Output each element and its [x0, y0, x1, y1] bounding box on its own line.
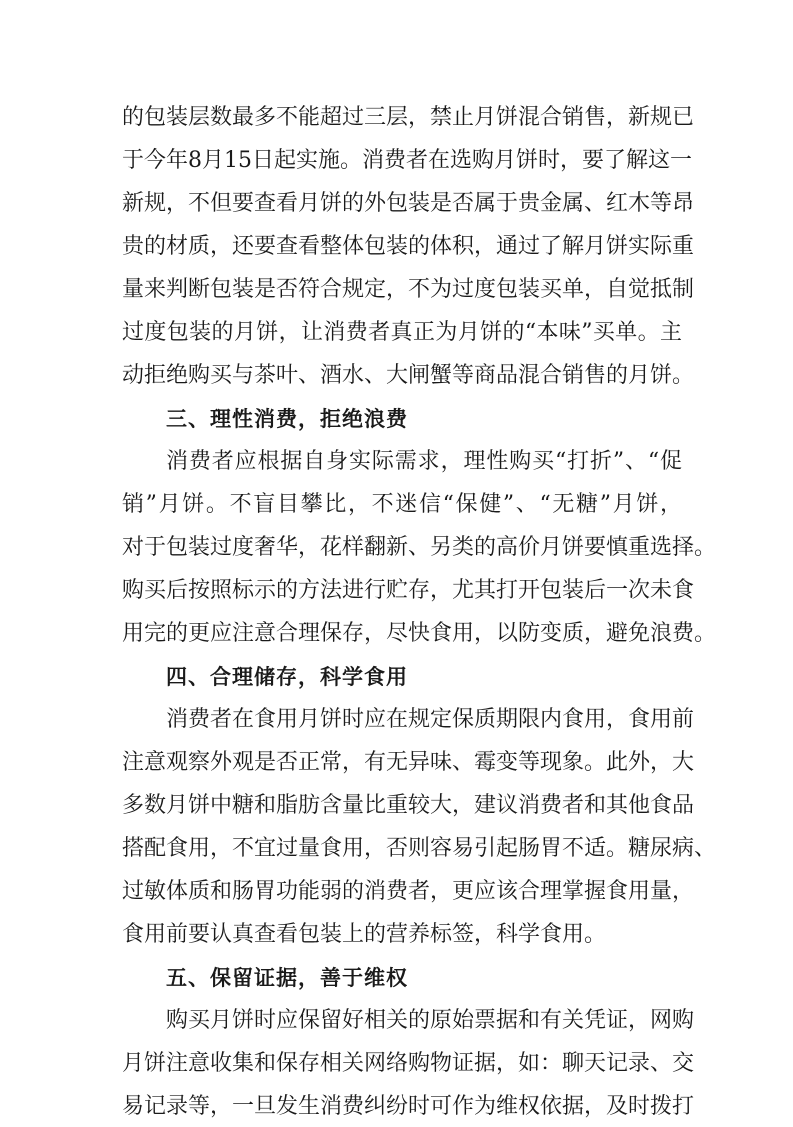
body-text-line: 购买月饼时应保留好相关的原始票据和有关凭证，网购 [166, 1008, 695, 1033]
body-text-line: 注意观察外观是否正常，有无异味、霉变等现象。此外，大 [122, 750, 695, 775]
body-text-line: 消费者应根据自身实际需求，理性购买“打折”、“促 [166, 449, 682, 474]
body-text-line: 过度包装的月饼，让消费者真正为月饼的“本味”买单。主 [122, 320, 682, 345]
section-heading: 三、理性消费，拒绝浪费 [166, 407, 408, 431]
body-text-line: 的包装层数最多不能超过三层，禁止月饼混合销售，新规已 [122, 105, 695, 130]
body-text-line: 食用前要认真查看包装上的营养标签，科学食用。 [122, 922, 607, 947]
body-text-line: 搭配食用，不宜过量食用，否则容易引起肠胃不适。糖尿病、 [122, 836, 717, 861]
body-text-line: 多数月饼中糖和脂肪含量比重较大，建议消费者和其他食品 [122, 793, 695, 818]
body-text-line: 新规，不但要查看月饼的外包装是否属于贵金属、红木等昂 [122, 191, 695, 216]
body-text-line: 动拒绝购买与茶叶、酒水、大闸蟹等商品混合销售的月饼。 [122, 363, 695, 388]
body-text-line: 量来判断包装是否符合规定，不为过度包装买单，自觉抵制 [122, 277, 695, 302]
body-text-line: 对于包装过度奢华，花样翻新、另类的高价月饼要慎重选择。 [122, 535, 717, 560]
body-text-line: 消费者在食用月饼时应在规定保质期限内食用，食用前 [166, 707, 695, 732]
body-text-line: 销”月饼。不盲目攀比，不迷信“保健”、“无糖”月饼， [122, 492, 682, 517]
section-heading: 四、合理储存，科学食用 [166, 665, 408, 689]
section-heading: 五、保留证据，善于维权 [166, 966, 408, 990]
body-text-line: 易记录等，一旦发生消费纠纷时可作为维权依据，及时拨打 [122, 1094, 695, 1119]
body-text-line: 于今年8月15日起实施。消费者在选购月饼时，要了解这一 [122, 148, 692, 173]
body-text-line: 购买后按照标示的方法进行贮存，尤其打开包装后一次未食 [122, 578, 695, 603]
body-text-line: 过敏体质和肠胃功能弱的消费者，更应该合理掌握食用量， [122, 879, 695, 904]
body-text-line: 月饼注意收集和保存相关网络购物证据，如：聊天记录、交 [122, 1051, 695, 1076]
body-text-line: 用完的更应注意合理保存，尽快食用，以防变质，避免浪费。 [122, 621, 717, 646]
body-text-line: 贵的材质，还要查看整体包装的体积，通过了解月饼实际重 [122, 234, 695, 259]
